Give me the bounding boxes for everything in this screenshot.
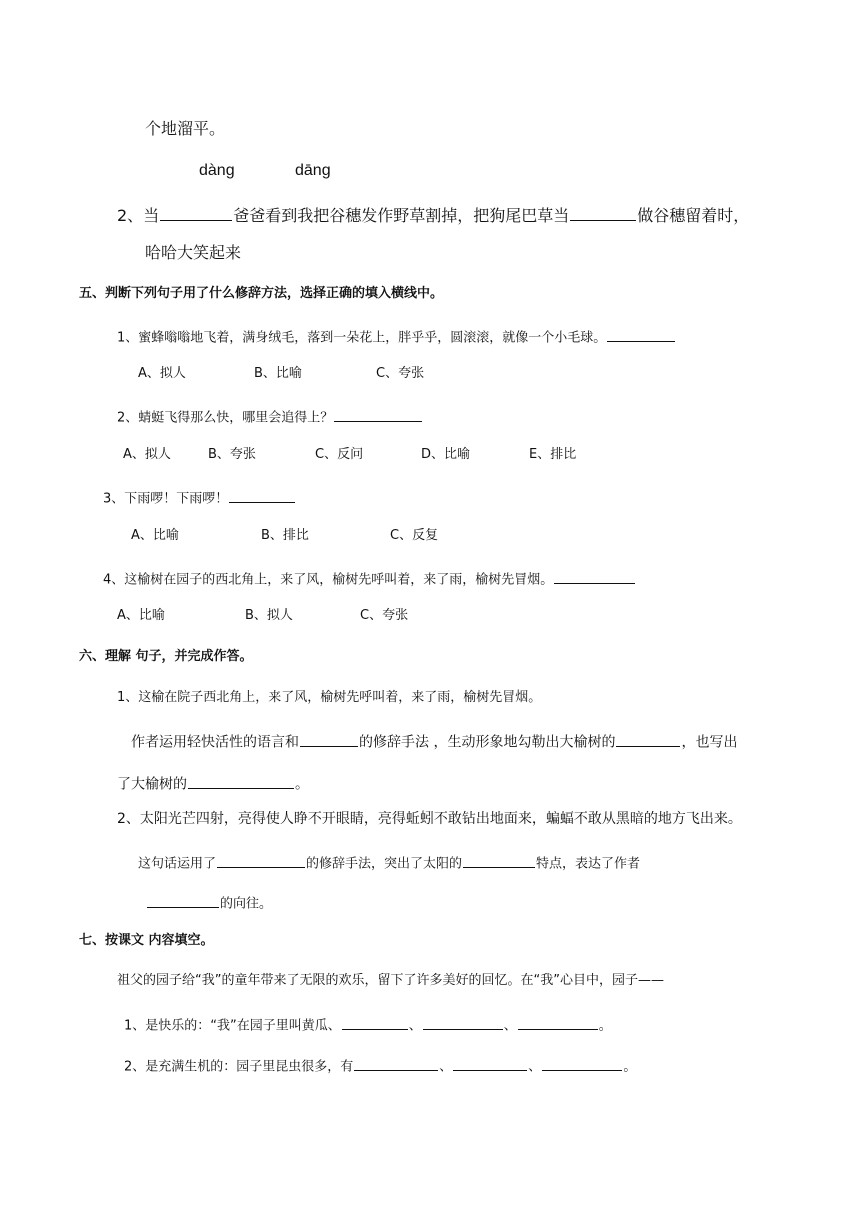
answer-blank[interactable] [616,731,680,747]
question-text: 4、这榆树在园子的西北角上，来了风，榆树先呼叫着，来了雨，榆树先冒烟。 [103,572,554,588]
answer-blank[interactable] [518,1015,598,1030]
answer-blank[interactable] [554,569,635,584]
answer-blank[interactable] [160,203,232,221]
question-text: 这句话运用了 [138,856,217,872]
option[interactable]: B、夸张 [208,447,256,462]
s7-item-1 [124,1015,612,1033]
s6-question-1: 1、这榆在院子西北角上，来了风，榆树先呼叫着，来了雨，榆树先冒烟。 [117,690,542,705]
option[interactable]: C、夸张 [376,366,425,381]
separator: 、 [439,1059,453,1075]
section-6-heading: 六、理解 句子，并完成作答。 [79,649,253,664]
question-text: 。 [295,776,309,793]
pinyin-dang4: dàng [199,162,235,179]
option[interactable]: A、比喻 [131,528,179,543]
option[interactable]: A、比喻 [117,608,165,623]
question-text: 当 [143,205,160,225]
prev-question-tail: 个地溜平。 [145,119,226,138]
answer-blank[interactable] [542,1056,622,1071]
s6-question-2: 2、太阳光芒四射，亮得使人睁不开眼睛，亮得蚯蚓不敢钻出地面来，蝙蝠不敢从黑暗的地方飞出来。 [117,811,742,827]
option[interactable]: B、比喻 [254,366,302,381]
option[interactable]: C、夸张 [360,608,409,623]
question-text: ，也写出 [681,734,738,751]
answer-blank[interactable] [453,1056,527,1071]
separator: 、 [503,1018,517,1034]
s6-q2-answer-line-2 [146,893,272,911]
question-text: 3、下雨啰！下雨啰！ [103,491,229,507]
answer-blank[interactable] [334,407,422,422]
answer-blank[interactable] [217,853,305,868]
question-text: 特点，表达了作者 [536,856,641,872]
question-text: 2、是充满生机的：园子里昆虫很多，有 [124,1059,354,1075]
s6-q1-answer-line-1 [131,731,737,750]
answer-blank[interactable] [354,1056,438,1071]
answer-blank[interactable] [188,773,294,789]
option[interactable]: B、拟人 [245,608,293,623]
separator: 、 [408,1018,422,1034]
option[interactable]: B、排比 [261,528,309,543]
question-text: 1、是快乐的：“我”在园子里叫黄瓜、 [124,1018,341,1034]
answer-blank[interactable] [342,1015,408,1030]
question-number: 2、 [117,205,144,225]
s5-question-2 [117,407,423,425]
question-2-continuation: 哈哈大笑起来 [145,243,242,262]
answer-blank[interactable] [147,893,219,908]
question-text: 的修辞手法，突出了太阳的 [306,856,463,872]
section-5-heading: 五、判断下列句子用了什么修辞方法，选择正确的填入横线中。 [79,286,444,301]
option[interactable]: C、反问 [315,447,364,462]
question-text: 的修辞手法 ，生动形象地勾勒出大榆树的 [359,734,616,751]
s7-item-2 [124,1056,636,1074]
s5-question-3 [103,488,296,506]
separator: 、 [528,1059,542,1075]
question-text: 的向往。 [220,896,273,912]
answer-blank[interactable] [463,853,535,868]
answer-blank[interactable] [423,1015,503,1030]
end-mark: 。 [623,1059,637,1075]
question-text: 做谷穗留着时， [637,205,750,225]
option[interactable]: D、比喻 [421,447,471,462]
s5-question-4 [103,569,636,587]
end-mark: 。 [598,1018,612,1034]
s6-q2-answer-line-1 [138,853,640,871]
s5-question-1 [117,327,676,345]
pinyin-dang1: dāng [295,162,331,179]
option[interactable]: A、拟人 [123,447,171,462]
section-7-heading: 七、按课文 内容填空。 [79,933,214,948]
option[interactable]: A、拟人 [138,366,186,381]
question-text: 爸爸看到我把谷穗发作野草割掉，把狗尾巴草当 [233,205,570,225]
s7-intro: 祖父的园子给“我”的童年带来了无限的欢乐，留下了许多美好的回忆。在“我”心目中，园子—— [117,973,664,988]
answer-blank[interactable] [300,731,358,747]
option[interactable]: E、排比 [529,447,577,462]
answer-blank[interactable] [607,327,675,342]
s6-q1-answer-line-2 [117,773,309,792]
answer-blank[interactable] [229,488,295,503]
answer-blank[interactable] [570,203,636,221]
question-text: 作者运用轻快活性的语言和 [131,734,299,751]
question-text: 1、蜜蜂嗡嗡地飞着，满身绒毛，落到一朵花上，胖乎乎，圆滚滚，就像一个小毛球。 [117,330,607,346]
question-text: 2、蜻蜓飞得那么快，哪里会追得上？ [117,410,334,426]
question-text: 了大榆树的 [117,776,187,793]
option[interactable]: C、反复 [390,528,439,543]
question-2-polyphone [117,203,749,224]
